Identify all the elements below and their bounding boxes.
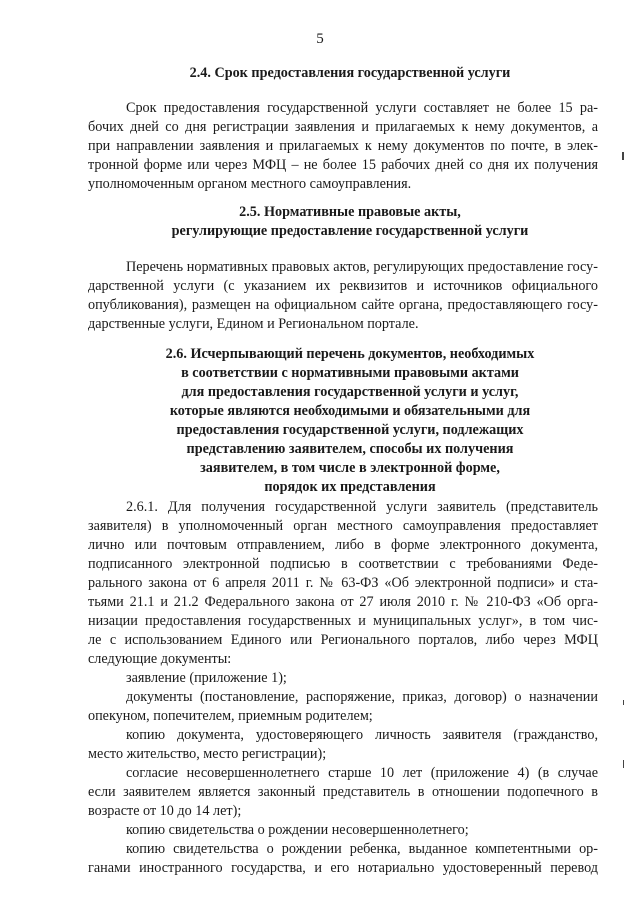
text-line: место жительство, место регистрации); — [88, 746, 327, 762]
text-line: если заявителем является законный представитель в отношении подопечного в — [88, 784, 598, 800]
text-line: тронной форме или через МФЦ – не более 15 рабочих дней со дня их получения — [88, 157, 598, 173]
text-line: заявителя) в уполномоченный орган местного самоуправления предоставляет — [88, 518, 598, 534]
text-line: следующие документы: — [88, 651, 232, 667]
section-2-5-title — [60, 203, 640, 241]
text-line: ганами иностранного государства, и его нотариально удостоверенный перевод — [88, 860, 598, 876]
text-line: Срок предоставления государственной услуги составляет не более 15 ра- — [126, 100, 598, 116]
section-title-line: порядок их представления — [264, 479, 436, 495]
text-line: копию документа, удостоверяющего личность заявителя (гражданство, — [126, 727, 598, 743]
text-line: при направлении заявления и прилагаемых к нему документов по почте, в элек- — [88, 138, 598, 154]
text-line: ле с использованием Единого или Регионального порталов, либо через МФЦ — [88, 632, 598, 648]
section-title-line: 2.4. Срок предоставления государственной услуги — [189, 65, 511, 81]
text-line: рального закона от 6 апреля 2011 г. № 63-ФЗ «Об электронной подписи» и ста- — [88, 575, 598, 591]
text-line: возрасте от 10 до 14 лет); — [88, 803, 242, 819]
section-title-line: в соответствии с нормативными правовыми актами — [181, 365, 519, 381]
section-2-6-body — [88, 498, 598, 878]
section-title-line: для предоставления государственной услуги и услуг, — [181, 384, 519, 400]
section-title-line: представлению заявителем, способы их получения — [186, 441, 514, 457]
section-title-line: 2.6. Исчерпывающий перечень документов, необходимых — [165, 346, 535, 362]
text-line: подписанного электронной подписью в соответствии с требованиями Феде- — [88, 556, 598, 572]
text-line: 2.6.1. Для получения государственной услуги заявитель (представитель — [126, 499, 598, 515]
text-line: копию свидетельства о рождении несовершеннолетнего; — [126, 822, 469, 838]
text-line: тьями 21.1 и 21.2 Федерального закона от 27 июля 2010 г. № 210-ФЗ «Об орга- — [88, 594, 598, 610]
text-line: уполномоченным органом местного самоуправления. — [88, 176, 412, 192]
text-line: опубликования), размещен на официальном сайте органа, предоставляющего госу- — [88, 297, 598, 313]
text-line: лично или почтовым отправлением, либо в форме электронного документа, — [88, 537, 598, 553]
page-number: 5 — [316, 31, 324, 47]
text-line: заявление (приложение 1); — [126, 670, 287, 686]
text-line: дарственные услуги, Едином и Региональном портале. — [88, 316, 419, 332]
scan-mark — [623, 700, 624, 705]
text-line: копию свидетельства о рождении ребенка, выданное компетентными ор- — [126, 841, 598, 857]
section-2-4-title — [60, 64, 640, 83]
text-line: Перечень нормативных правовых актов, регулирующих предоставление госу- — [126, 259, 598, 275]
text-line: дарственной услуги (с указанием их реквизитов и источников официального — [88, 278, 598, 294]
text-line: опекуном, попечителем, приемным родителем; — [88, 708, 373, 724]
text-line: документы (постановление, распоряжение, приказ, договор) о назначении — [126, 689, 598, 705]
section-title-line: которые являются необходимыми и обязательными для — [169, 403, 531, 419]
text-line: согласие несовершеннолетнего старше 10 лет (приложение 4) (в случае — [126, 765, 598, 781]
section-2-6-title — [60, 345, 640, 497]
section-2-4-body — [88, 99, 598, 194]
scan-mark — [622, 152, 624, 160]
section-title-line: регулирующие предоставление государственной услуги — [171, 223, 529, 239]
scan-mark — [623, 760, 624, 768]
section-title-line: 2.5. Нормативные правовые акты, — [239, 204, 461, 220]
section-title-line: предоставления государственной услуги, подлежащих — [176, 422, 524, 438]
section-title-line: заявителем, в том числе в электронной форме, — [200, 460, 500, 476]
text-line: низации предоставления государственных и муниципальных услуг», в том чис- — [88, 613, 598, 629]
section-2-5-body — [88, 258, 598, 334]
text-line: бочих дней со дня регистрации заявления и прилагаемых к нему документов, а — [88, 119, 598, 135]
